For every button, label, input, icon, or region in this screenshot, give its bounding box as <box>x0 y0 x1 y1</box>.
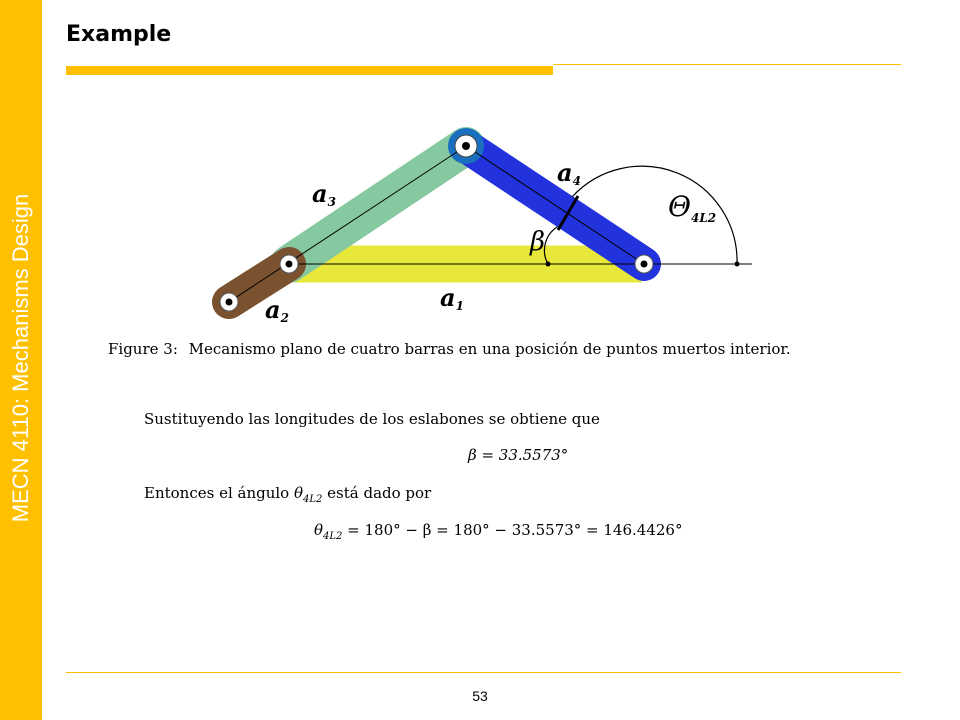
page-number: 53 <box>472 688 488 704</box>
label-a1: a1 <box>440 283 464 313</box>
equation-beta: β = 33.5573° <box>468 446 569 464</box>
label-a4: a4 <box>557 158 581 188</box>
joint-top <box>455 135 477 157</box>
equation-theta: $\theta_{4L2} = 180^\circ - \beta = 180^\circ - 33.5573^\circ = 146.4426^\circ$ <box>314 521 683 542</box>
caption-number: Figure 3: <box>108 340 178 358</box>
footer-divider <box>66 672 901 673</box>
ground-point-1 <box>546 262 551 267</box>
joint-a2-ground <box>220 293 238 311</box>
label-a3: a3 <box>312 179 336 209</box>
paragraph-2: Entonces el ángulo $\theta_{4L2}$ está dado por <box>144 484 432 505</box>
joint-a4-ground <box>635 255 653 273</box>
label-beta: β <box>530 227 546 257</box>
slide-title: Example <box>66 22 172 47</box>
caption-text: Mecanismo plano de cuatro barras en una posición de puntos muertos interior. <box>188 340 791 358</box>
label-a2: a2 <box>265 295 289 325</box>
figure-caption <box>108 340 791 358</box>
ground-point-2 <box>735 262 740 267</box>
label-theta: $\Theta_{4L2}$ <box>668 190 717 225</box>
course-title: MECN 4110: Mechanisms Design <box>8 193 33 523</box>
paragraph-1: Sustituyendo las longitudes de los eslabones se obtiene que <box>144 410 600 428</box>
joint-a2-a3 <box>280 255 298 273</box>
